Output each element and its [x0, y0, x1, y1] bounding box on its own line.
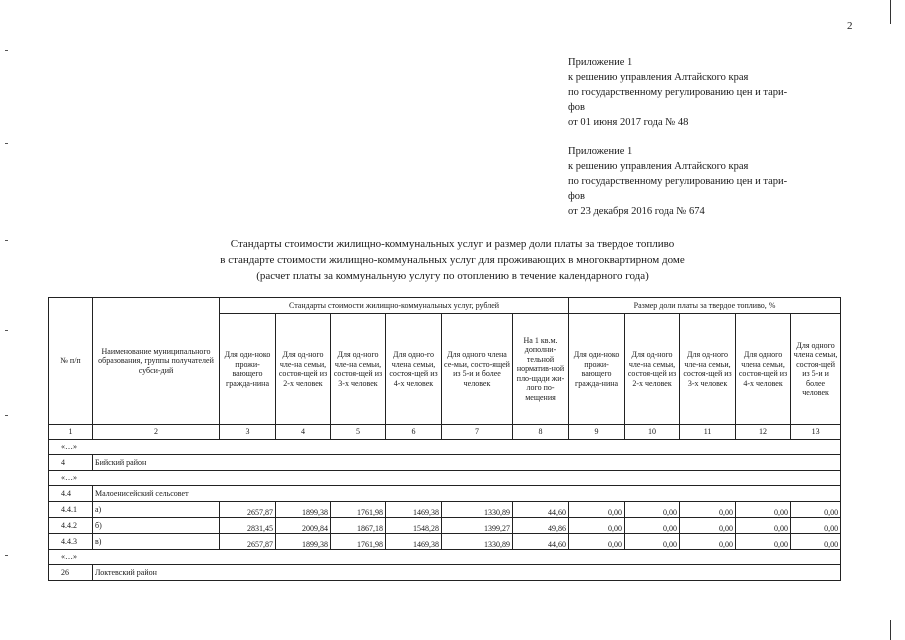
value-cell: 0,00 [791, 502, 841, 518]
column-number: 2 [93, 425, 220, 440]
table-row [49, 486, 841, 502]
appendix-block-2016 [568, 144, 787, 219]
value-cell: 2831,45 [220, 518, 276, 534]
column-number: 5 [331, 425, 386, 440]
column-number: 9 [569, 425, 625, 440]
section-name: Бийский район [93, 455, 841, 471]
title-line: Стандарты стоимости жилищно-коммунальных услуг и размер доли платы за твердое топливо [230, 238, 675, 250]
subheader-standards: Для одно-го члена семьи, состоя-щей из 4-х человек [386, 314, 442, 425]
column-number: 4 [276, 425, 331, 440]
value-cell: 1469,38 [386, 502, 442, 518]
value-cell: 1330,89 [442, 502, 513, 518]
subheader-fuel-share: Для од-ного чле-на семьи, состоя-щей из 2-х человек [625, 314, 680, 425]
section-name: Локтевский район [93, 565, 841, 581]
table-row [49, 471, 841, 486]
table-row [49, 440, 841, 455]
subheader-standards: Для одного члена се-мьи, состо-ящей из 5-и и более человек [442, 314, 513, 425]
group-name: в) [93, 534, 220, 550]
table-row [49, 455, 841, 471]
table-row [49, 565, 841, 581]
table-row [49, 550, 841, 565]
column-number: 3 [220, 425, 276, 440]
value-cell: 1330,89 [442, 534, 513, 550]
value-cell: 0,00 [791, 534, 841, 550]
standards-table [48, 297, 841, 581]
appendix-line: Приложение 1 [568, 57, 633, 68]
scan-mark [5, 330, 8, 331]
row-number: 4.4.3 [49, 534, 93, 550]
subheader-fuel-share: Для одного члена семьи, состоя-щей из 4-х человек [736, 314, 791, 425]
column-number: 6 [386, 425, 442, 440]
value-cell: 0,00 [625, 534, 680, 550]
subheader-fuel-share: Для оди-ноко прожи-вающего гражда-нина [569, 314, 625, 425]
scan-mark [5, 240, 8, 241]
table-row [49, 534, 841, 550]
value-cell: 0,00 [736, 518, 791, 534]
value-cell: 1399,27 [442, 518, 513, 534]
value-cell: 0,00 [625, 502, 680, 518]
value-cell: 1867,18 [331, 518, 386, 534]
value-cell: 2657,87 [220, 534, 276, 550]
subheader-standards: Для оди-ноко прожи-вающего гражда-нина [220, 314, 276, 425]
column-number: 1 [49, 425, 93, 440]
scan-mark [5, 50, 8, 51]
scan-edge [890, 0, 891, 24]
appendix-line: фов [568, 191, 586, 202]
subheader-standards: На 1 кв.м. дополни-тельной норматив-ной пло-щади жи-лого по-мещения [513, 314, 569, 425]
header-name: Наименование муниципального образования, группы получателей субси-дий [93, 298, 220, 425]
table-row [49, 518, 841, 534]
appendix-line: по государственному регулированию цен и тари- [568, 176, 788, 187]
scan-mark [5, 415, 8, 416]
scan-mark [5, 555, 8, 556]
row-number: 4.4.2 [49, 518, 93, 534]
value-cell: 1899,38 [276, 502, 331, 518]
value-cell: 0,00 [680, 502, 736, 518]
appendix-line: от 23 декабря 2016 года № 674 [568, 206, 705, 217]
row-number: 26 [49, 565, 93, 581]
value-cell: 44,60 [513, 534, 569, 550]
column-number: 7 [442, 425, 513, 440]
subheader-standards: Для од-ного чле-на семьи, состоя-щей из 3-х человек [331, 314, 386, 425]
value-cell: 0,00 [736, 534, 791, 550]
appendix-line: к решению управления Алтайского края [568, 161, 749, 172]
header-group-fuel-share: Размер доли платы за твердое топливо, % [569, 298, 841, 314]
page-number: 2 [847, 20, 853, 32]
table-row [49, 502, 841, 518]
value-cell: 44,60 [513, 502, 569, 518]
appendix-line: от 01 июня 2017 года № 48 [568, 117, 689, 128]
value-cell: 1469,38 [386, 534, 442, 550]
value-cell: 0,00 [625, 518, 680, 534]
appendix-block-2017 [568, 55, 787, 130]
row-number: 4.4 [49, 486, 93, 502]
group-name: а) [93, 502, 220, 518]
value-cell: 1761,98 [331, 502, 386, 518]
subheader-standards: Для од-ного чле-на семьи, состоя-щей из 2-х человек [276, 314, 331, 425]
appendix-line: Приложение 1 [568, 146, 633, 157]
header-no: № п/п [49, 298, 93, 425]
value-cell: 0,00 [569, 502, 625, 518]
value-cell: 2657,87 [220, 502, 276, 518]
row-number: 4.4.1 [49, 502, 93, 518]
column-number: 11 [680, 425, 736, 440]
document-title [0, 236, 905, 284]
value-cell: 49,86 [513, 518, 569, 534]
title-line: в стандарте стоимости жилищно-коммунальных услуг для проживающих в многоквартирном доме [220, 254, 685, 266]
scan-edge [890, 620, 891, 640]
value-cell: 1548,28 [386, 518, 442, 534]
value-cell: 0,00 [569, 534, 625, 550]
column-number: 13 [791, 425, 841, 440]
column-number: 12 [736, 425, 791, 440]
value-cell: 0,00 [680, 534, 736, 550]
column-number: 8 [513, 425, 569, 440]
appendix-line: фов [568, 102, 586, 113]
value-cell: 1761,98 [331, 534, 386, 550]
appendix-line: к решению управления Алтайского края [568, 72, 749, 83]
appendix-line: по государственному регулированию цен и тари- [568, 87, 788, 98]
ellipsis-cell: «…» [49, 471, 841, 486]
subheader-fuel-share: Для од-ного чле-на семьи, состоя-щей из 3-х человек [680, 314, 736, 425]
ellipsis-cell: «…» [49, 550, 841, 565]
title-line: (расчет платы за коммунальную услугу по отоплению в течение календарного года) [256, 270, 649, 282]
row-number: 4 [49, 455, 93, 471]
subheader-fuel-share: Для одного члена семьи, состоя-щей из 5-и и более человек [791, 314, 841, 425]
value-cell: 0,00 [569, 518, 625, 534]
value-cell: 0,00 [791, 518, 841, 534]
value-cell: 1899,38 [276, 534, 331, 550]
header-group-standards: Стандарты стоимости жилищно-коммунальных услуг, рублей [220, 298, 569, 314]
ellipsis-cell: «…» [49, 440, 841, 455]
group-name: б) [93, 518, 220, 534]
column-number: 10 [625, 425, 680, 440]
value-cell: 0,00 [736, 502, 791, 518]
section-name: Малоенисейский сельсовет [93, 486, 841, 502]
scan-mark [5, 143, 8, 144]
value-cell: 2009,84 [276, 518, 331, 534]
value-cell: 0,00 [680, 518, 736, 534]
